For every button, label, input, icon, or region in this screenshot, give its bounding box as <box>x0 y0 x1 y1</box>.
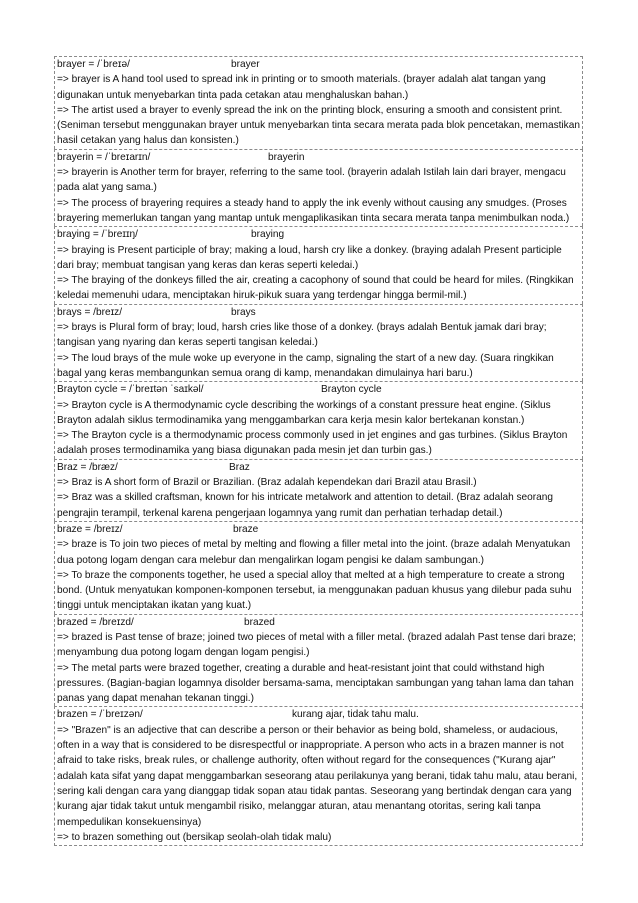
headword-pronunciation: Braz = /bræz/ <box>57 461 118 473</box>
headword-pronunciation: brays = /breɪz/ <box>57 306 123 318</box>
dictionary-entry <box>54 706 583 846</box>
entry-definition: => braze is To join two pieces of metal by melting and flowing a filler metal into the joint. (braze adalah Menyatukan dua potong logam dengan cara melebur dan mengalirkan logam pengisi ke dalam sambungan.) <box>57 539 571 566</box>
dictionary-entry <box>54 304 583 381</box>
headword-pronunciation: brayerin = /ˈbreɪarɪn/ <box>57 151 151 163</box>
entry-example: => The metal parts were brazed together, creating a durable and heat-resistant joint that could withstand high pressures. (Bagian-bagian logamnya disolder bersama-sama, menciptakan sambungan yang tahan lama dan tahan panas yang dapat menahan tekanan tinggi.) <box>57 662 574 705</box>
entry-definition: => "Brazen" is an adjective that can describe a person or their behavior as being bold, shameless, or audacious, often in a way that is considered to be disrespectful or inappropriate. A person who acts in a brazen manner is not afraid to take risks, break rules, or challenge authority, often without regard for the consequences ("Kurang ajar" adalah kata sifat yang dapat menggambarkan seseorang atau perilakunya yang berani, tidak tahu malu, atau berani, sering kali dengan cara yang dianggap tidak sopan atau tidak pantas. Seseorang yang bertindak dengan cara yang kurang ajar tidak takut untuk mengambil risiko, melanggar aturan, atau menantang otoritas, sering kali tanpa mempedulikan konsekuensinya) <box>57 724 578 828</box>
entry-definition: => braying is Present participle of bray; making a loud, harsh cry like a donkey. (braying adalah Present participle dari bray; membuat tangisan yang keras dan keras seperti keledai.) <box>57 244 562 271</box>
dictionary-entry <box>54 521 583 614</box>
headword-gloss: brayerin <box>268 151 305 163</box>
dictionary-entry <box>54 149 583 226</box>
dictionary-entries <box>54 56 583 846</box>
entry-example: => The loud brays of the mule woke up everyone in the camp, signaling the start of a new day. (Suara ringkikan bagal yang keras membangunkan semua orang di kamp, menandakan dimulainya hari baru.) <box>57 352 554 379</box>
entry-heading <box>57 522 580 537</box>
entry-heading <box>57 460 580 475</box>
entry-example: => The artist used a brayer to evenly spread the ink on the printing block, ensuring a smooth and consistent print. (Seniman tersebut menggunakan brayer untuk menyebarkan tinta secara merata pada blok pencetakan, memastikan hasil cetakan yang halus dan konsisten.) <box>57 104 580 147</box>
headword-pronunciation: Brayton cycle = /ˈbreɪtən ˈsaɪkəl/ <box>57 384 204 396</box>
entry-example: => to brazen something out (bersikap seolah-olah tidak malu) <box>57 831 332 843</box>
entry-example: => To braze the components together, he used a special alloy that melted at a high temperature to create a strong bond. (Untuk menyatukan komponen-komponen tersebut, ia menggunakan paduan khusus yang dilebur pada suhu tinggi untuk menciptakan ikatan yang kuat.) <box>57 569 572 612</box>
entry-definition: => Brayton cycle is A thermodynamic cycle describing the workings of a constant pressure heat engine. (Siklus Brayton adalah siklus termodinamika yang menggambarkan cara kerja mesin kalor bertekanan konstan.) <box>57 399 551 426</box>
headword-pronunciation: braying = /ˈbreɪɪŋ/ <box>57 229 138 241</box>
headword-pronunciation: brazen = /ˈbreɪzən/ <box>57 709 143 721</box>
headword-pronunciation: brazed = /breɪzd/ <box>57 616 134 628</box>
entry-heading <box>57 305 580 320</box>
dictionary-entry <box>54 614 583 707</box>
dictionary-entry <box>54 226 583 303</box>
entry-example: => The process of brayering requires a steady hand to apply the ink evenly without causing any smudges. (Proses brayering memerlukan tangan yang mantap untuk mengaplikasikan tinta secara merata tanpa menimbulkan noda.) <box>57 197 570 224</box>
entry-example: => Braz was a skilled craftsman, known for his intricate metalwork and attention to detail. (Braz adalah seorang pengrajin terampil, terkenal karena pengerjaan logamnya yang rumit dan perhatian terhadap detail.) <box>57 492 553 519</box>
headword-gloss: braze <box>233 523 259 535</box>
entry-definition: => brazed is Past tense of braze; joined two pieces of metal with a filler metal. (brazed adalah Past tense dari braze; menyambung dua potong logam dengan logam pengisi.) <box>57 631 576 659</box>
headword-gloss: Braz <box>229 461 250 473</box>
headword-gloss: brayer <box>231 59 260 70</box>
entry-heading <box>57 57 580 72</box>
entry-heading <box>57 227 580 242</box>
headword-gloss: brazed <box>244 616 275 628</box>
headword-gloss: Brayton cycle <box>321 384 382 396</box>
dictionary-entry <box>54 56 583 149</box>
headword-pronunciation: braze = /breɪz/ <box>57 523 123 535</box>
entry-heading <box>57 382 580 397</box>
entry-example: => The braying of the donkeys filled the air, creating a cacophony of sound that could be heard for miles. (Ringkikan keledai memenuhi udara, menciptakan hiruk-pikuk suara yang terdengar hingga bermil-mil.) <box>57 275 574 302</box>
headword-gloss: kurang ajar, tidak tahu malu. <box>292 709 419 721</box>
entry-definition: => Braz is A short form of Brazil or Brazilian. (Braz adalah kependekan dari Brazil atau Brasil.) <box>57 477 477 489</box>
entry-definition: => brayerin is Another term for brayer, referring to the same tool. (brayerin adalah Istilah lain dari brayer, mengacu pada alat yang sama.) <box>57 167 566 194</box>
dictionary-entry <box>54 381 583 458</box>
entry-definition: => brays is Plural form of bray; loud, harsh cries like those of a donkey. (brays adalah Bentuk jamak dari bray; tangisan yang nyaring dan keras seperti tangisan keledai.) <box>57 322 547 349</box>
headword-gloss: braying <box>251 229 285 241</box>
entry-heading <box>57 150 580 165</box>
entry-heading <box>57 707 580 722</box>
headword-gloss: brays <box>231 306 256 318</box>
headword-pronunciation: brayer = /ˈbreɪə/ <box>57 59 130 70</box>
entry-heading <box>57 615 580 630</box>
dictionary-entry <box>54 459 583 521</box>
entry-example: => The Brayton cycle is a thermodynamic process commonly used in jet engines and gas turbines. (Siklus Brayton adalah proses termodinamika yang biasa digunakan pada mesin jet dan turbin gas.) <box>57 430 568 457</box>
entry-definition: => brayer is A hand tool used to spread ink in printing or to smooth materials. (brayer adalah alat tangan yang digunakan untuk menyebarkan tinta pada cetakan atau menghaluskan bahan.) <box>57 74 546 101</box>
